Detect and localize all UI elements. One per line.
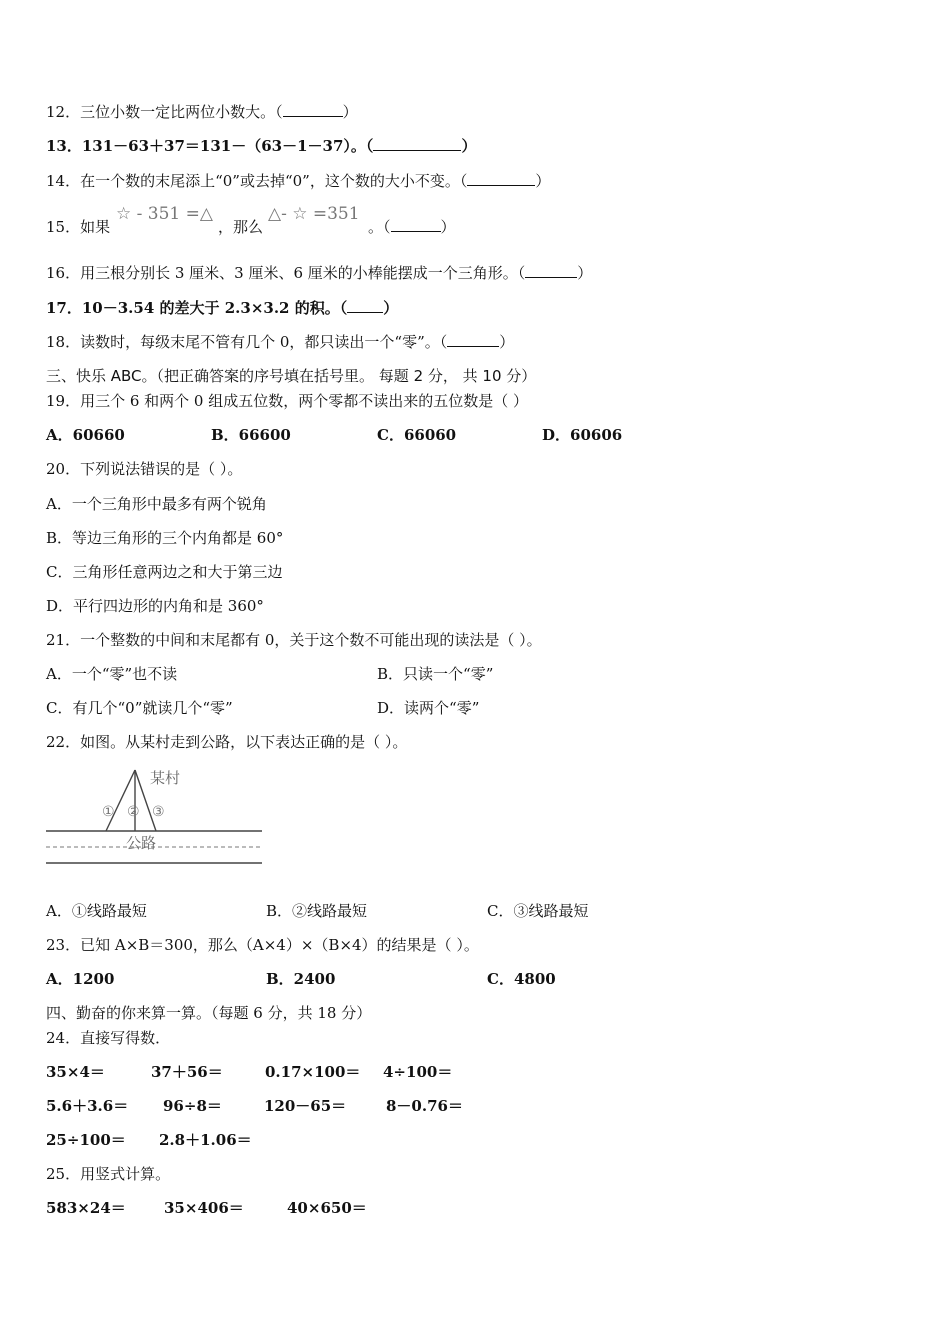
expression-triangle-minus-star: △- ☆ =351 [268, 204, 360, 224]
route-1-line [106, 770, 135, 831]
option-19-c[interactable]: C．66060 [377, 426, 457, 444]
route-3-label: ③ [152, 804, 165, 820]
option-19-a[interactable]: A．60660 [46, 426, 125, 444]
question-20: 20．下列说法错误的是（ ）。 [46, 460, 243, 478]
q24-item: 35×4＝ [46, 1063, 105, 1081]
expression-star-minus-351: ☆ - 351 =△ [116, 204, 213, 224]
question-14-text: 14．在一个数的末尾添上“0”或去掉“0”，这个数的大小不变。（ [46, 172, 468, 190]
section-3-heading: 三、快乐 ABC。（把正确答案的序号填在括号里。 每题 2 分， 共 10 分） [46, 367, 537, 385]
q24-item: 5.6＋3.6＝ [46, 1097, 129, 1115]
section-4-heading: 四、勤奋的你来算一算。（每题 6 分，共 18 分） [46, 1004, 372, 1022]
option-19-d[interactable]: D．60606 [542, 426, 623, 444]
route-2-label: ② [127, 804, 140, 820]
answer-blank-13[interactable] [373, 136, 461, 151]
question-21-options-row2 [46, 698, 746, 718]
answer-blank-17[interactable] [347, 298, 383, 313]
question-19: 19．用三个 6 和两个 0 组成五位数，两个零都不读出来的五位数是（ ） [46, 392, 529, 410]
question-13-text: 13．131－63＋37＝131－（63－1－37）。（ [46, 137, 374, 155]
q25-item: 583×24＝ [46, 1199, 126, 1217]
answer-blank-18[interactable] [447, 332, 499, 347]
answer-blank-16[interactable] [525, 263, 577, 278]
option-23-a[interactable]: A．1200 [46, 970, 115, 988]
village-road-figure [46, 764, 266, 868]
q24-item: 120－65＝ [264, 1097, 347, 1115]
option-21-d[interactable]: D．读两个“零” [377, 699, 480, 717]
question-22: 22．如图。从某村走到公路，以下表达正确的是（ ）。 [46, 733, 408, 751]
option-20-d[interactable]: D．平行四边形的内角和是 360° [46, 597, 264, 615]
q24-item: 37＋56＝ [151, 1063, 223, 1081]
q24-row-1 [46, 1062, 546, 1082]
option-22-a[interactable]: A．①线路最短 [46, 902, 147, 920]
question-19-options [46, 425, 746, 445]
question-16: 16．用三根分别长 3 厘米、3 厘米、6 厘米的小棒能摆成一个三角形。（ ） [46, 264, 593, 282]
question-24: 24．直接写得数． [46, 1029, 171, 1047]
village-label: 某村 [150, 769, 181, 787]
question-16-text: 16．用三根分别长 3 厘米、3 厘米、6 厘米的小棒能摆成一个三角形。（ [46, 264, 526, 282]
question-12-text: 12．三位小数一定比两位小数大。（ [46, 103, 283, 121]
q25-item: 40×650＝ [287, 1199, 367, 1217]
q24-item: 25÷100＝ [46, 1131, 126, 1149]
q24-item: 8－0.76＝ [386, 1097, 463, 1115]
road-label: 公路 [126, 834, 157, 852]
question-13: 13．131－63＋37＝131－（63－1－37）。（ ） [46, 137, 477, 155]
route-1-label: ① [102, 804, 115, 820]
option-19-b[interactable]: B．66600 [211, 426, 291, 444]
question-17: 17．10－3.54 的差大于 2.3×3.2 的积。（ ） [46, 299, 399, 317]
option-21-c[interactable]: C．有几个“0”就读几个“零” [46, 699, 233, 717]
question-15-mid: ，那么 [218, 218, 264, 236]
question-17-text: 17．10－3.54 的差大于 2.3×3.2 的积。（ [46, 299, 348, 317]
question-21-options-row1 [46, 664, 746, 684]
option-21-b[interactable]: B．只读一个“零” [377, 665, 494, 683]
option-20-a[interactable]: A．一个三角形中最多有两个锐角 [46, 495, 267, 513]
q25-item: 35×406＝ [164, 1199, 244, 1217]
option-20-b[interactable]: B．等边三角形的三个内角都是 60° [46, 529, 284, 547]
option-20-c[interactable]: C．三角形任意两边之和大于第三边 [46, 563, 283, 581]
q24-item: 0.17×100＝ [265, 1063, 361, 1081]
question-15-prefix: 15．如果 [46, 218, 111, 236]
q24-row-2 [46, 1096, 546, 1116]
option-23-c[interactable]: C．4800 [487, 970, 556, 988]
question-15: 15．如果 ☆ - 351 =△ ，那么 △- ☆ =351 。（ ） [46, 204, 456, 236]
question-12: 12．三位小数一定比两位小数大。（ ） [46, 103, 358, 121]
q24-row-3 [46, 1130, 546, 1150]
question-22-options [46, 901, 746, 921]
question-21: 21．一个整数的中间和末尾都有 0，关于这个数不可能出现的读法是（ ）。 [46, 631, 542, 649]
option-22-c[interactable]: C．③线路最短 [487, 902, 589, 920]
q24-item: 4÷100＝ [383, 1063, 453, 1081]
answer-blank-12[interactable] [283, 102, 343, 117]
q24-item: 2.8＋1.06＝ [159, 1131, 252, 1149]
question-14: 14．在一个数的末尾添上“0”或去掉“0”，这个数的大小不变。（ ） [46, 172, 551, 190]
option-21-a[interactable]: A．一个“零”也不读 [46, 665, 178, 683]
question-18-text: 18．读数时，每级末尾不管有几个 0，都只读出一个“零”。（ [46, 333, 448, 351]
q24-item: 96÷8＝ [163, 1097, 222, 1115]
option-23-b[interactable]: B．2400 [266, 970, 336, 988]
question-23: 23．已知 A×B＝300，那么（A×4）×（B×4）的结果是（ ）。 [46, 936, 479, 954]
q25-row [46, 1198, 546, 1218]
question-18: 18．读数时，每级末尾不管有几个 0，都只读出一个“零”。（ ） [46, 333, 515, 351]
answer-blank-15[interactable] [391, 217, 441, 232]
option-22-b[interactable]: B．②线路最短 [266, 902, 368, 920]
question-23-options [46, 969, 746, 989]
answer-blank-14[interactable] [467, 171, 535, 186]
question-25: 25．用竖式计算。 [46, 1165, 171, 1183]
